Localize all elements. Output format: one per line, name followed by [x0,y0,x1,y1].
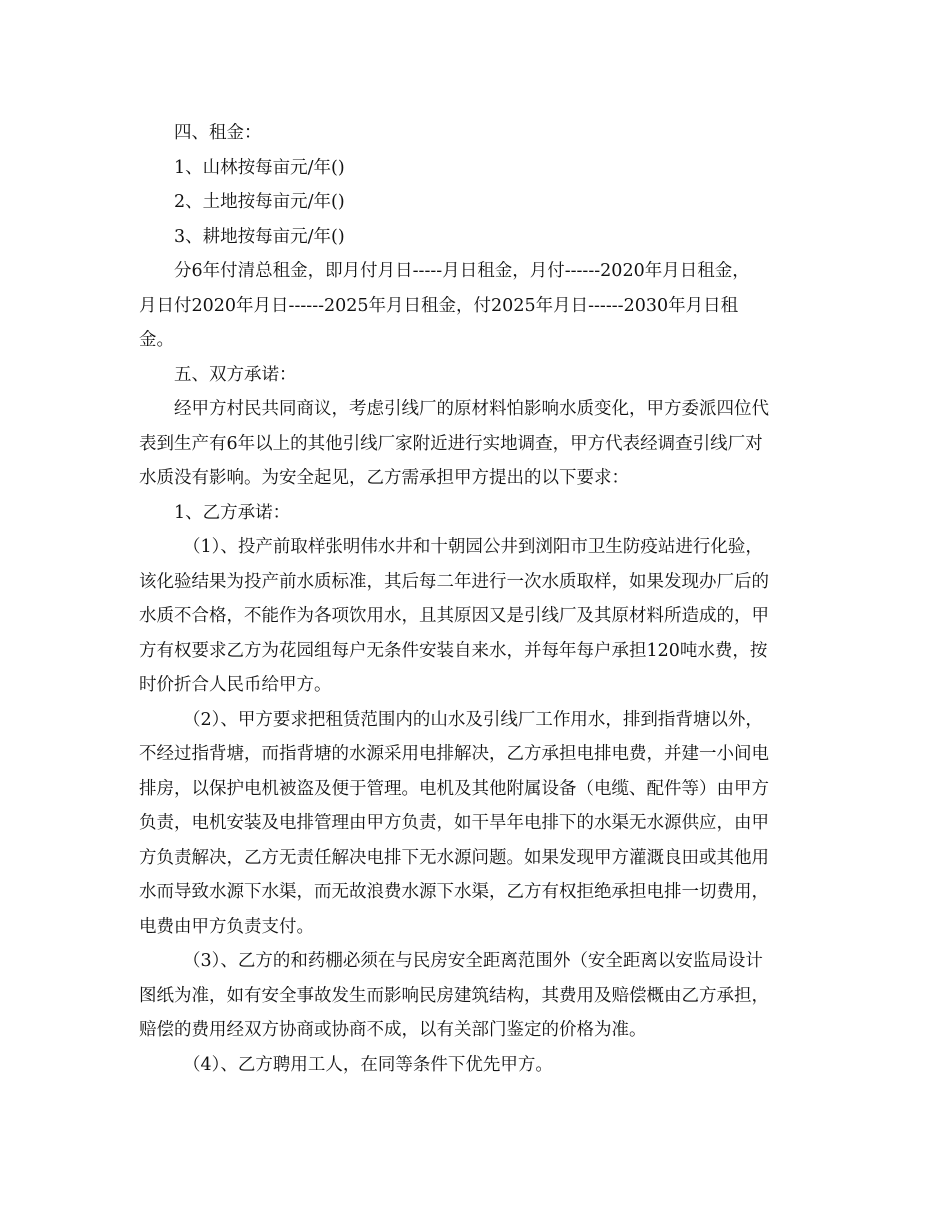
intro-line: 表到生产有6年以上的其他引线厂家附近进行实地调查，甲方代表经调查引线厂对 [139,433,763,454]
intro-line: 经甲方村民共同商议，考虑引线厂的原材料怕影响水质变化，甲方委派四位代 [174,399,769,419]
clause-3-line: 赔偿的费用经双方协商或协商不成，以有关部门鉴定的价格为准。 [139,1020,647,1040]
clause-1-line: （1）、投产前取样张明伟水井和十朝园公井到浏阳市卫生防疫站进行化验， [183,537,763,557]
section-4-heading: 四、租金： [174,123,262,143]
payment-line: 月日付2020年月日------2025年月日租金，付2025年月日------2030年月日租 [139,295,739,316]
document-page [139,116,831,1082]
party-b-commitment-heading: 1、乙方承诺： [174,502,291,523]
clause-1-line: 水质不合格，不能作为各项饮用水，且其原因又是引线厂及其原材料所造成的，甲 [139,606,769,626]
clause-1-line: 该化验结果为投产前水质标准，其后每二年进行一次水质取样，如果发现办厂后的 [139,571,769,592]
clause-3-line: 图纸为准，如有安全事故发生而影响民房建筑结构，其费用及赔偿概由乙方承担， [139,985,769,1006]
clause-1-line: 时价折合人民币给甲方。 [139,675,332,695]
rent-item-land: 2、土地按每亩元/年() [174,192,345,212]
clause-1-line: 方有权要求乙方为花园组每户无条件安装自来水，并每年每户承担120吨水费，按 [139,640,768,661]
clause-2-line: （2）、甲方要求把租赁范围内的山水及引线厂工作用水，排到指背塘以外， [183,709,763,730]
clause-2-line: 电费由甲方负责支付。 [139,916,314,937]
clause-4-line: （4）、乙方聘用工人，在同等条件下优先甲方。 [183,1054,553,1075]
payment-line: 金。 [139,330,174,350]
rent-item-farmland: 3、耕地按每亩元/年() [174,226,345,247]
rent-item-forest: 1、山林按每亩元/年() [174,157,345,178]
section-5-heading: 五、双方承诺： [174,364,297,385]
clause-3-line: （3）、乙方的和药棚必须在与民房安全距离范围外（安全距离以安监局设计 [183,951,763,971]
intro-line: 水质没有影响。为安全起见，乙方需承担甲方提出的以下要求： [139,468,629,488]
clause-2-line: 水而导致水源下水渠，而无故浪费水源下水渠，乙方有权拒绝承担电排一切费用， [139,882,769,902]
clause-2-line: 排房，以保护电机被盗及便于管理。电机及其他附属设备（电缆、配件等）由甲方 [139,778,769,799]
clause-2-line: 负责，电机安装及电排管理由甲方负责，如干旱年电排下的水渠无水源供应，由甲 [139,813,769,833]
clause-2-line: 不经过指背塘，而指背塘的水源采用电排解决，乙方承担电排电费，并建一小间电 [139,744,769,764]
payment-line: 分6年付清总租金，即月付月日-----月日租金，月付------2020年月日租金， [174,261,750,281]
clause-2-line: 方负责解决，乙方无责任解决电排下无水源问题。如果发现甲方灌溉良田或其他用 [139,847,769,868]
